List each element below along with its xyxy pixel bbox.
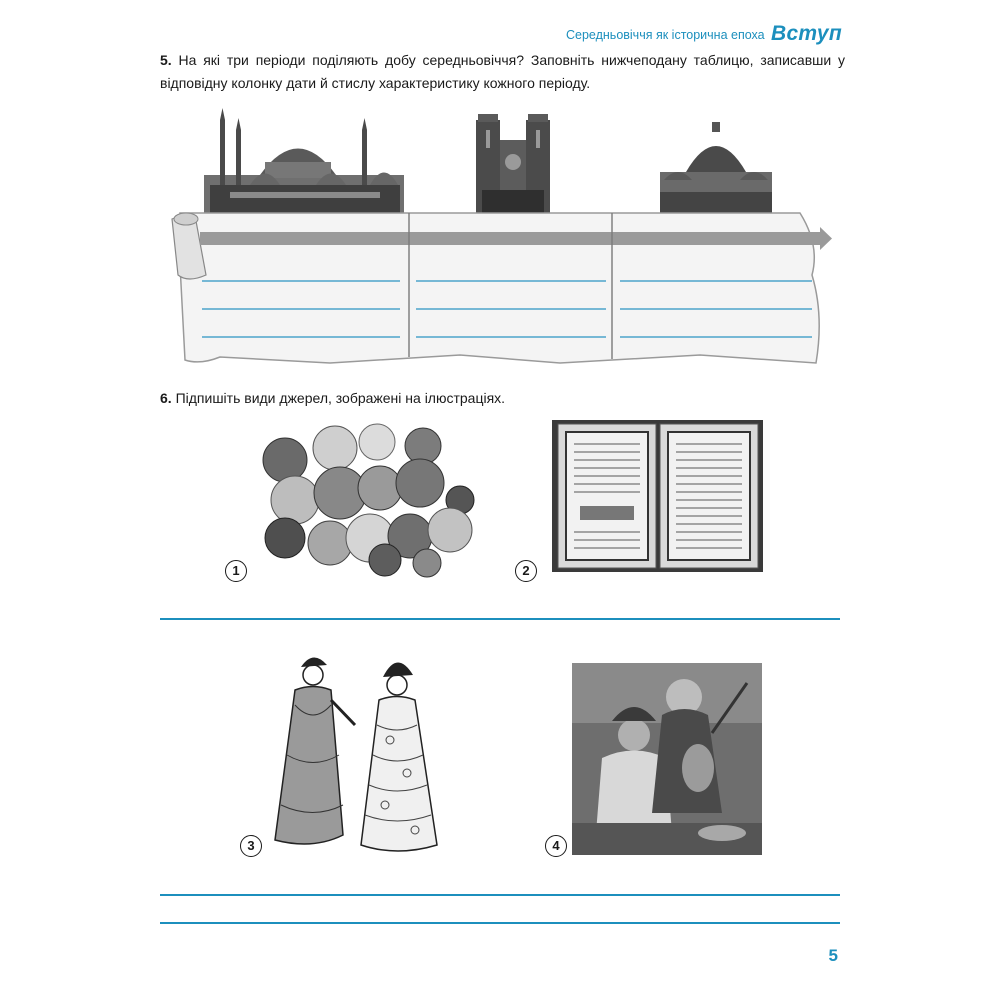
running-head <box>560 20 842 48</box>
answer-line-row-2b <box>160 922 840 924</box>
question-5-text: На які три періоди поділяють добу середньовіччя? Заповніть нижчеподану таблицю, записавши у відповідну колонку дати й стислу характеристику кожного періоду. <box>160 52 846 91</box>
notre-dame-icon <box>476 114 550 213</box>
coins-photo-icon <box>255 418 475 578</box>
answer-line-row-2a <box>160 894 840 896</box>
illustration-3 <box>240 645 450 860</box>
costume-figures-drawing-icon <box>265 645 450 857</box>
painting-reproduction-icon <box>572 663 762 855</box>
illustration-2 <box>515 418 775 578</box>
answer-line-row-1 <box>160 618 840 620</box>
manuscript-book-photo-icon <box>550 418 765 576</box>
timeline-scroll-table <box>160 205 850 375</box>
question-6-text: Підпишіть види джерел, зображені на ілюстраціях. <box>175 390 506 406</box>
question-6-number: 6. <box>160 390 172 406</box>
illustration-2-number: 2 <box>515 560 537 582</box>
page-number: 5 <box>828 946 838 965</box>
illustration-4 <box>545 663 765 858</box>
question-5 <box>160 49 845 95</box>
medieval-buildings-illustration <box>190 100 830 215</box>
chapter-title: Вступ <box>770 22 842 45</box>
illustration-1 <box>225 418 475 578</box>
illustration-3-number: 3 <box>240 835 262 857</box>
illustration-1-number: 1 <box>225 560 247 582</box>
question-5-number: 5. <box>160 52 172 68</box>
florence-cathedral-icon <box>660 122 772 213</box>
illustration-4-number: 4 <box>545 835 567 857</box>
hagia-sophia-icon <box>204 108 404 213</box>
section-title: Середньовіччя як історична епоха <box>566 28 765 42</box>
question-6 <box>160 387 845 410</box>
